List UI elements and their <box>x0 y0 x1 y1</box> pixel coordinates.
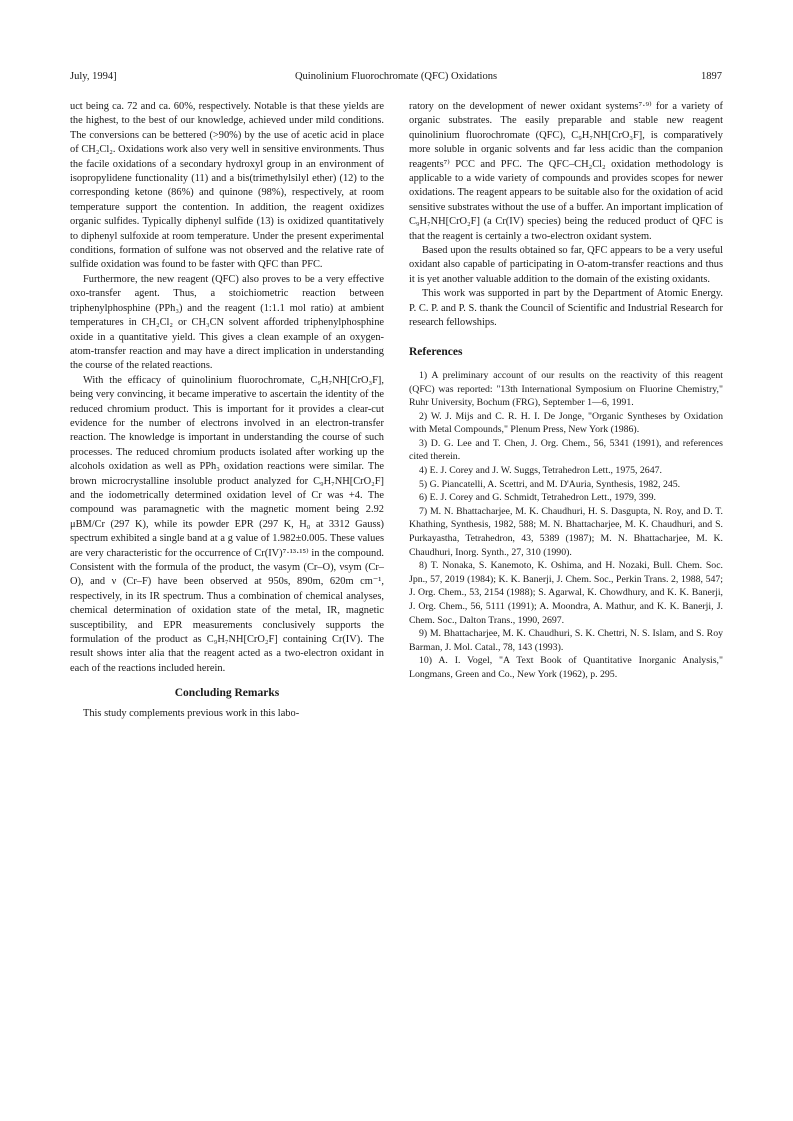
acknowledgement: This work was supported in part by the Department of Atomic Energy. P. C. P. and P. S. thank the Council of Scientific and Industrial Research for research fellowships. <box>409 288 723 329</box>
reference-number: 1) <box>419 369 428 381</box>
body-paragraph: ratory on the development of newer oxidant systems⁷·⁹⁾ for a variety of organic substrates. The easily preparable and stable new reagent quinolinium fluorochromate (QFC), C₉H₇NH[CrO₃F], is comparatively more soluble in organic solvents and far less acidic than the companion reagents⁷⁾ PCC and PFC. The QFC–CH₂Cl₂ oxidation methodology is applicable to a wide variety of compounds and provides scopes for newer oxidations. The reagent appears to be suitable also for the oxidation of acid sensitive substrates without the use of a buffer. An important implication of C₉H₇NH[CrO₂F] (a Cr(IV) species) being the reduced product of QFC is that the reagent is certainly a two-electron oxidant system. <box>409 101 723 242</box>
body-paragraph: Furthermore, the new reagent (QFC) also proves to be a very effective oxo-transfer agent. Thus, a stoichiometric reaction between triphenylphosphine (PPh₃) and the reagent (1:1.1 mol ratio) at ambient temperatures in CH₂Cl₂ or CH₃CN solvent afforded triphenylphosphine oxide in a quantitative yield. This gives a clean example of an oxygen-atom-transfer reaction and may have a direct implication in understanding the course of the related reactions. <box>70 273 384 372</box>
body-paragraph: This study complements previous work in this labo- <box>83 707 300 719</box>
reference-number: 2) <box>419 410 428 422</box>
left-column <box>70 100 384 721</box>
reference-text: E. J. Corey and G. Schmidt, Tetrahedron Lett., 1979, 399. <box>429 492 656 504</box>
header-date: July, 1994] <box>70 71 117 82</box>
reference-text: E. J. Corey and J. W. Suggs, Tetrahedron Lett., 1975, 2647. <box>429 465 662 477</box>
body-paragraph: uct being ca. 72 and ca. 60%, respectively. Notable is that these yields are the highest, to the best of our knowledge, achieved under mild conditions. The conversions can be bettered (>90%) by the use of acetic acid in place of CH₂Cl₂. Oxidations work also very well in sensitive environments. Thus the facile oxidations of a secondary hydroxyl group in an environment of isopropylidene functionality (11) and a bis(trimethylsilyl ether) (12) to the corresponding ketone (86%) and quinone (98%), respectively, at room temperature support the contention. In addition, the reagent oxidizes organic sulfides. Typically diphenyl sulfide (13) is oxidized quantitatively to diphenyl sulfoxide at room temperature. Under the present experimental conditions, formation of sulfone was not observed and the relative rate of sulfide oxidation was found to be faster with QFC than PFC. <box>70 101 384 271</box>
reference-item <box>409 478 723 492</box>
reference-number: 5) <box>419 478 428 490</box>
reference-number: 8) <box>419 560 428 572</box>
body-paragraph: Based upon the results obtained so far, QFC appears to be a very useful oxidant also capable of participating in O-atom-transfer reactions and thus it is yet another valuable addition to the domain of the existing oxidants. <box>409 245 723 285</box>
reference-item <box>409 464 723 478</box>
reference-number: 3) <box>419 437 428 449</box>
reference-item <box>409 505 723 559</box>
header-title: Quinolinium Fluorochromate (QFC) Oxidations <box>294 71 498 82</box>
reference-text: D. G. Lee and T. Chen, J. Org. Chem., 56, 5341 (1991), and references cited therein. <box>409 437 723 463</box>
reference-item <box>409 627 723 654</box>
reference-number: 9) <box>419 628 428 640</box>
reference-text: M. Bhattacharjee, M. K. Chaudhuri, S. K. Chettri, N. S. Islam, and S. Roy Barman, J. Mol. Catal., 78, 143 (1993). <box>409 628 724 653</box>
reference-number: 10) <box>419 655 433 667</box>
reference-item <box>409 654 723 681</box>
reference-number: 4) <box>419 465 428 477</box>
section-heading: Concluding Remarks <box>174 687 280 700</box>
reference-item <box>409 369 723 410</box>
page-number: 1897 <box>701 71 722 82</box>
reference-item <box>409 437 723 464</box>
reference-item <box>409 491 723 505</box>
reference-number: 7) <box>419 505 428 517</box>
reference-text: A. I. Vogel, "A Text Book of Quantitative Inorganic Analysis," Longmans, Green and Co., New York (1962), p. 295. <box>409 655 723 680</box>
reference-number: 6) <box>419 492 428 504</box>
body-paragraph: With the efficacy of quinolinium fluorochromate, C₉H₇NH[CrO₃F], being very convincing, it became imperative to ascertain the identity of the reduced chromium product. This is important for it provides a clear-cut evidence for the number of electrons involved in an electron-transfer reaction. The knowledge is important in understanding the course of such processes. The reduced chromium products isolated after working up the alcohols oxidation as well as PPh₃ oxidation reactions were similar. The brown microcrystalline insoluble product analyzed for C₉H₇NH[CrO₂F] and the iodometrically determined oxidation level of Cr was +4. The compound was paramagnetic with the magnetic moment being 2.92 μBM/Cr (297 K), while its powder EPR (297 K, H₀ at 3312 Gauss) spectrum exhibited a single band at a g value of 1.982±0.005. These values are very characteristic for the occurrence of Cr(IV)⁷·¹³·¹⁵⁾ in the compound. Consistent with the formula of the product, the νasym (Cr–O), νsym (Cr–O), and ν (Cr–F) have been observed at 950s, 890m, 620m cm⁻¹, respectively, in its IR spectrum. Thus a combination of chemical analyses, chemical determination of oxidation state of the metal, IR, magnetic susceptibility, and EPR measurements conclusively supports the formulation of the product as C₉H₇NH[CrO₂F] containing Cr(IV). The result shows inter alia that the reagent acted as a two-electron oxidant in each of the reactions included herein. <box>70 374 384 674</box>
running-header <box>70 70 722 86</box>
reference-text: G. Piancatelli, A. Scettri, and M. D'Auria, Synthesis, 1982, 245. <box>429 478 681 490</box>
reference-list <box>409 369 723 682</box>
references-heading: References <box>409 345 463 358</box>
reference-text: A preliminary account of our results on the reactivity of this reagent (QFC) was reported: "13th International Symposium on Fluorine Chemistry," Ruhr University, Bochum (FRG), September 1—6, 1991. <box>409 369 723 409</box>
right-column <box>409 100 723 682</box>
reference-text: W. J. Mijs and C. R. H. I. De Jonge, "Organic Syntheses by Oxidation with Metal Compounds," Plenum Press, New York (1986). <box>409 410 723 436</box>
reference-item <box>409 559 723 627</box>
reference-text: T. Nonaka, S. Kanemoto, K. Oshima, and H. Nozaki, Bull. Chem. Soc. Jpn., 57, 2019 (1984); K. K. Banerji, J. Chem. Soc., Perkin Trans. 2, 1988, 547; J. Org. Chem., 53, 2154 (1988); S. Agarwal, K. Chowdhury, and K. K. Banerji, J. Org. Chem., 56, 5111 (1991); A. Moondra, A. Mathur, and K. K. Banerji, J. Chem. Soc., Dalton Trans., 1990, 2697. <box>409 560 723 626</box>
reference-text: M. N. Bhattacharjee, M. K. Chaudhuri, H. S. Dasgupta, N. Roy, and D. T. Khathing, Synthesis, 1982, 588; M. N. Bhattacharjee, M. K. Chaudhuri, and S. Purkayastha, Tetrahedron, 43, 5389 (1987); M. N. Bhattacharjee, M. K. Chaudhuri, Inorg. Synth., 27, 310 (1990). <box>409 505 723 558</box>
reference-item <box>409 410 723 437</box>
